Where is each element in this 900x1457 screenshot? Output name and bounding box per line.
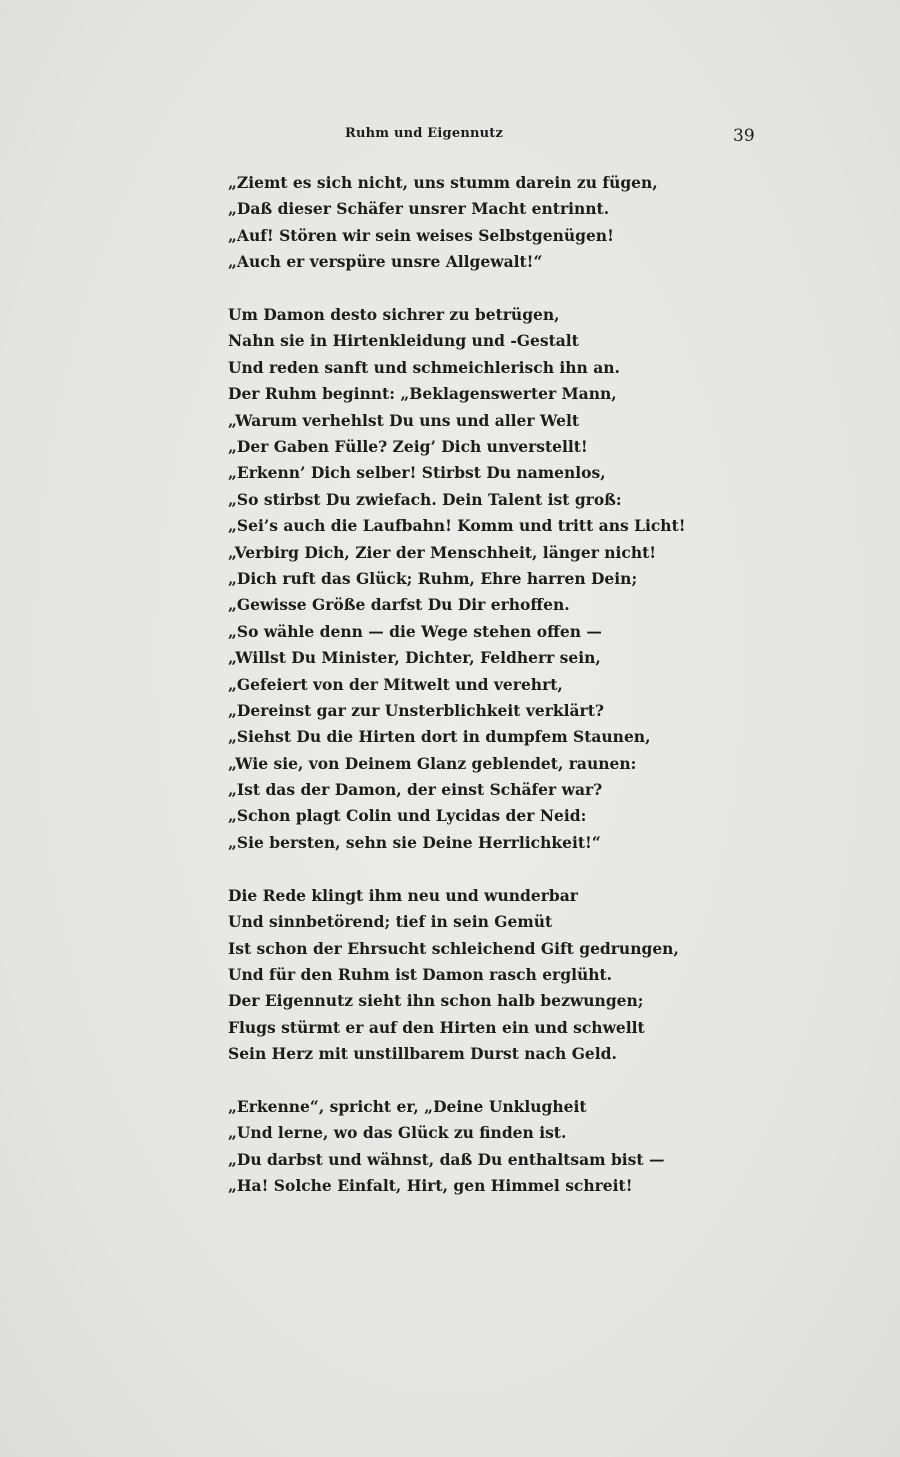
verse-line: „Willst Du Minister, Dichter, Feldherr sein, (228, 648, 601, 668)
running-title: Ruhm und Eigennutz (345, 126, 504, 141)
verse-line: „Auch er verspüre unsre Allgewalt!“ (228, 252, 543, 272)
verse-line: „So wähle denn — die Wege stehen offen — (228, 621, 602, 641)
verse-line: Nahn sie in Hirtenkleidung und -Gestalt (228, 331, 579, 351)
verse-line: „Gewisse Größe darfst Du Dir erhoffen. (228, 595, 570, 615)
poem-text (228, 170, 686, 1226)
verse-line: Der Eigennutz sieht ihn schon halb bezwungen; (228, 991, 644, 1011)
verse-line: „Daß dieser Schäfer unsrer Macht entrinnt. (228, 199, 610, 219)
stanza (228, 170, 668, 276)
verse-line: „Dereinst gar zur Unsterblichkeit verklärt? (228, 700, 604, 720)
verse-line: „Du darbst und wähnst, daß Du enthaltsam bist — (228, 1149, 665, 1169)
verse-line: „Ziemt es sich nicht, uns stumm darein zu fügen, (228, 173, 658, 192)
verse-line: Der Ruhm beginnt: „Beklagenswerter Mann, (228, 384, 617, 404)
stanza (228, 1094, 668, 1200)
verse-line: „Siehst Du die Hirten dort in dumpfem Staunen, (228, 727, 651, 747)
verse-line: „Dich ruft das Glück; Ruhm, Ehre harren Dein; (228, 568, 638, 588)
verse-line: „Ist das der Damon, der einst Schäfer war? (228, 780, 603, 800)
verse-line: „Sei’s auch die Laufbahn! Komm und tritt ans Licht! (228, 516, 686, 536)
verse-line: Die Rede klingt ihm neu und wunderbar (228, 885, 578, 905)
verse-line: Sein Herz mit unstillbarem Durst nach Geld. (228, 1044, 617, 1064)
page-number: 39 (733, 126, 755, 146)
verse-line: „Erkenne“, spricht er, „Deine Unklugheit (228, 1097, 587, 1116)
verse-line: Um Damon desto sichrer zu betrügen, (228, 305, 560, 325)
verse-line: „Wie sie, von Deinem Glanz geblendet, raunen: (228, 753, 637, 773)
stanza (228, 302, 686, 856)
verse-line: „Ha! Solche Einfalt, Hirt, gen Himmel schreit! (228, 1176, 633, 1196)
verse-line: Ist schon der Ehrsucht schleichend Gift gedrungen, (228, 938, 679, 958)
verse-line: „Der Gaben Fülle? Zeig’ Dich unverstellt! (228, 437, 588, 457)
verse-line: „Gefeiert von der Mitwelt und verehrt, (228, 674, 563, 694)
verse-line: „Und lerne, wo das Glück zu finden ist. (228, 1123, 567, 1143)
verse-line: „Verbirg Dich, Zier der Menschheit, länger nicht! (228, 542, 657, 562)
verse-line: Und sinnbetörend; tief in sein Gemüt (228, 912, 553, 932)
verse-line: „Schon plagt Colin und Lycidas der Neid: (228, 806, 587, 826)
verse-line: „Auf! Stören wir sein weises Selbstgenügen! (228, 225, 614, 245)
verse-line: Flugs stürmt er auf den Hirten ein und schwellt (228, 1017, 645, 1037)
stanza (228, 883, 679, 1068)
verse-line: „So stirbst Du zwiefach. Dein Talent ist groß: (228, 489, 622, 509)
verse-line: „Erkenn’ Dich selber! Stirbst Du namenlos, (228, 463, 606, 483)
verse-line: Und für den Ruhm ist Damon rasch erglüht. (228, 964, 613, 984)
verse-line: Und reden sanft und schmeichlerisch ihn an. (228, 357, 620, 377)
verse-line: „Sie bersten, sehn sie Deine Herrlichkeit!“ (228, 832, 601, 852)
verse-line: „Warum verhehlst Du uns und aller Welt (228, 410, 579, 430)
